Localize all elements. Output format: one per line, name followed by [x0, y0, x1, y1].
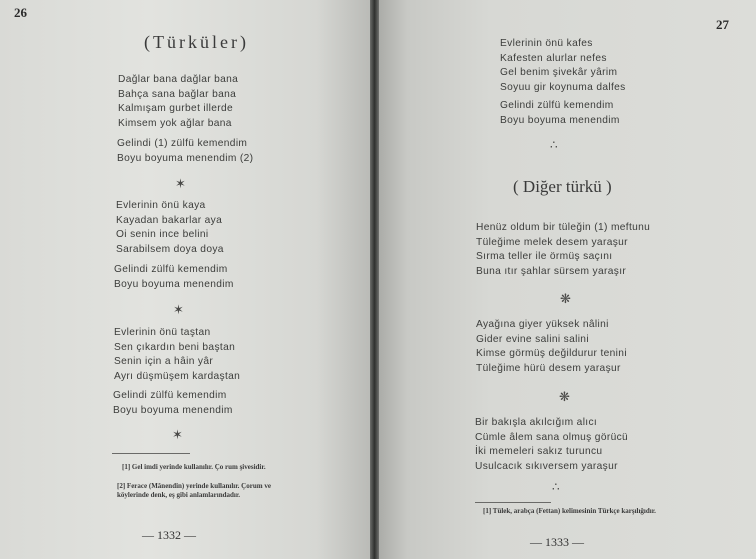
verse-line: Bahça sana bağlar bana — [118, 88, 237, 100]
refrain — [500, 99, 620, 128]
verse-line: Kimsem yok ağlar bana — [118, 117, 232, 129]
stanza — [500, 37, 626, 95]
ornament-snowflake: ❋ — [560, 291, 571, 306]
verse-line: Boyu boyuma menendim (2) — [117, 152, 254, 164]
folio: — 1333 — — [530, 535, 584, 549]
page-number: 26 — [14, 5, 27, 20]
verse-line: Ayağına giyer yüksek nâlini — [476, 319, 609, 330]
verse-line: İki memeleri sakız turuncu — [475, 446, 603, 457]
footnote: [1] Gel imdi yerinde kullanılır. Ço rum şivesidir. — [122, 463, 266, 471]
section-title: ( Diğer türkü ) — [513, 177, 612, 196]
refrain — [114, 263, 234, 292]
verse-line: Bir bakışla akılcığım alıcı — [475, 417, 598, 428]
refrain — [117, 137, 253, 166]
footnote: [2] Ferace (Mânendin) yerinde kullanılır. Çorum ve köylerinde denk, eş gibi anlamlarındadır. — [117, 482, 271, 499]
verse-line: Evlerinin önü taştan — [114, 327, 211, 338]
stanza — [118, 73, 238, 131]
verse-line: Evlerinin önü kaya — [116, 200, 206, 211]
verse-line: Usulcacık sıkıversem yaraşur — [475, 460, 618, 472]
stanza — [476, 318, 627, 376]
page-number: 27 — [716, 17, 729, 32]
verse-line: Gelindi zülfü kemendim — [113, 390, 227, 401]
stanza — [114, 326, 240, 384]
verse-line: Sarabilsem doya doya — [116, 243, 224, 255]
verse-line: Kalmışam gurbet illerde — [118, 103, 234, 114]
footnote-rule — [112, 453, 190, 454]
ornament-dots: ∴ — [552, 480, 560, 494]
verse-line: Buna ıtır şahlar sürsem yaraşır — [476, 265, 627, 277]
verse-line: Senin için a hâin yâr — [114, 356, 214, 367]
verse-line: Gelindi zülfü kemendim — [114, 264, 228, 275]
refrain — [113, 389, 233, 418]
verse-line: Cümle âlem sana olmuş görücü — [475, 431, 629, 443]
verse-line: Sen çıkardın beni baştan — [114, 341, 236, 353]
book-gutter — [370, 0, 379, 559]
footnote-rule — [475, 502, 551, 503]
footnote: [1] Tülek, arabça (Fettan) kelimesinin Türkçe karşılığıdır. — [483, 507, 656, 515]
verse-line: Gider evine salini salini — [476, 333, 589, 345]
verse-line: Oi senin ince belini — [116, 229, 209, 240]
verse-line: Kayadan bakarlar aya — [116, 214, 223, 226]
verse-line: Boyu boyuma menendim — [113, 404, 233, 416]
verse-line: Gelindi (1) zülfü kemendim — [117, 138, 248, 149]
stanza — [475, 416, 628, 474]
verse-line: Dağlar bana dağlar bana — [118, 74, 239, 85]
verse-line: Soyuu gir koynuma dalfes — [500, 81, 626, 93]
stanza — [476, 221, 650, 279]
verse-line: Kimse görmüş değildurur tenini — [476, 348, 627, 359]
verse-line: Tüleğime hürü desem yaraşur — [476, 362, 621, 374]
ornament-snowflake: ❋ — [559, 389, 570, 404]
page-title: (Türküler) — [144, 32, 249, 52]
verse-line: Gelindi zülfü kemendim — [500, 100, 614, 111]
folio: — 1332 — — [142, 528, 196, 542]
ornament-star: ✶ — [173, 302, 184, 317]
verse-line: Kafesten alurlar nefes — [500, 52, 607, 64]
verse-line: Henüz oldum bir tüleğin (1) meftunu — [476, 222, 651, 233]
ornament-star: ✶ — [172, 427, 183, 442]
verse-line: Gel benim şivekâr yârim — [500, 67, 618, 78]
verse-line: Evlerinin önü kafes — [500, 38, 593, 49]
verse-line: Boyu boyuma menendim — [500, 114, 620, 126]
stanza — [116, 199, 224, 257]
verse-line: Sırma teller ile örmüş saçını — [476, 251, 613, 262]
verse-line: Tüleğime melek desem yaraşur — [476, 236, 628, 248]
verse-line: Ayrı düşmüşem kardaştan — [114, 370, 241, 382]
ornament-star: ✶ — [175, 176, 186, 191]
left-page — [0, 0, 372, 559]
right-page — [377, 0, 756, 559]
ornament-dots: ∴ — [550, 138, 558, 152]
verse-line: Boyu boyuma menendim — [114, 278, 234, 290]
